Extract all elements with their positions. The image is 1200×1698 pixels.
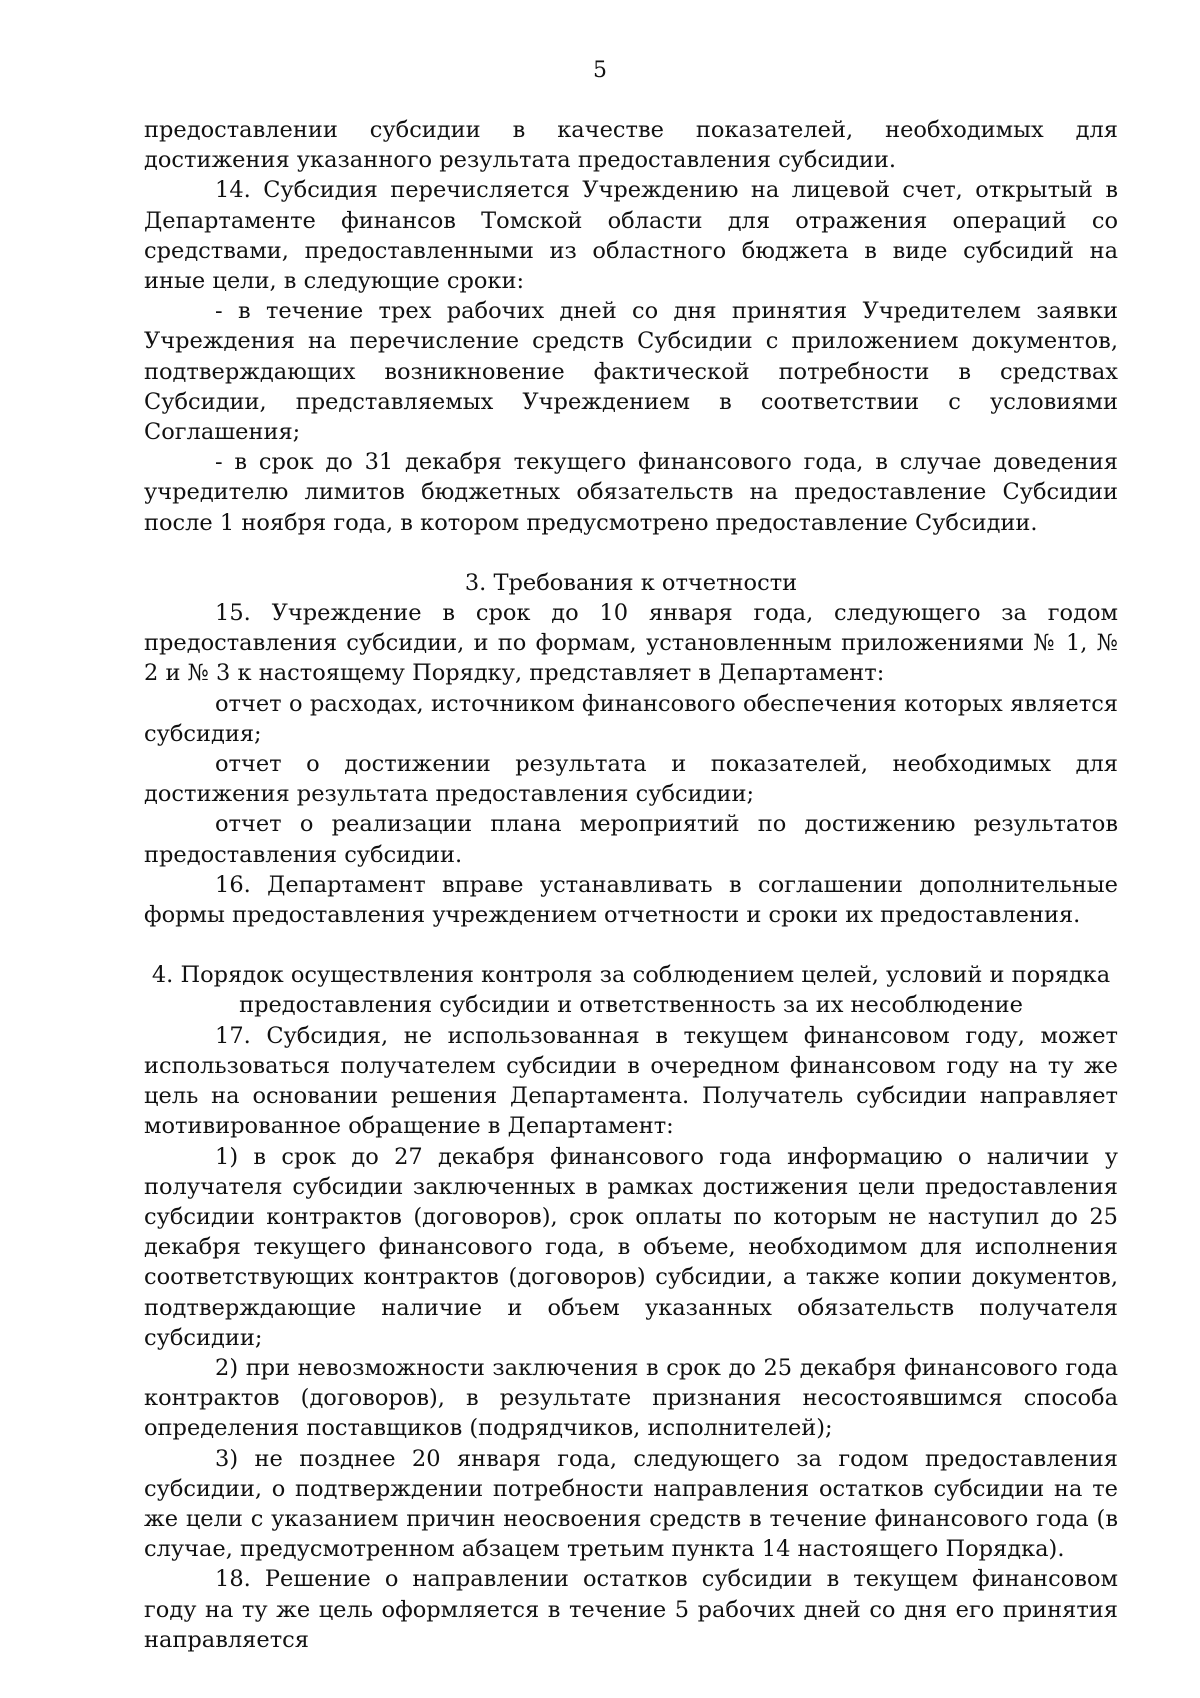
paragraph-15: 15. Учреждение в срок до 10 января года, следующего за годом предоставления субсидии, и по формам, установленным приложениями № 1, № 2 и № 3 к настоящему Порядку, представляет в Департамент: [144,600,1118,687]
paragraph-16: 16. Департамент вправе устанавливать в соглашении дополнительные формы предоставления учреждением отчетности и сроки их предоставления. [144,871,1118,929]
document-body [144,115,1118,1655]
paragraph-14-item-2: - в срок до 31 декабря текущего финансового года, в случае доведения учредителю лимитов бюджетных обязательств на предоставление Субсидии после 1 ноября года, в котором предусмотрено предоставление Субсидии. [144,449,1118,536]
paragraph-15-item-1: отчет о расходах, источником финансового обеспечения которых является субсидия; [144,690,1118,747]
paragraph-17-item-1: 1) в срок до 27 декабря финансового года информацию о наличии у получателя субсидии заключенных в рамках достижения цели предоставления субсидии контрактов (договоров), срок оплаты по которым не наступил до 25 декабря текущего финансового года, в объеме, необходимом для исполнения соответствующих контрактов (договоров) субсидии, а также копии документов, подтверждающие наличие и объем указанных обязательств получателя субсидии; [144,1143,1118,1351]
paragraph-18: 18. Решение о направлении остатков субсидии в текущем финансовом году на ту же цель оформляется в течение 5 рабочих дней со дня его принятия направляется [144,1566,1118,1653]
paragraph-continuation: предоставлении субсидии в качестве показателей, необходимых для достижения указанного результата предоставления субсидии. [144,117,1118,174]
paragraph-15-item-2: отчет о достижении результата и показателей, необходимых для достижения результата предоставления субсидии; [144,751,1118,808]
page-number: 5 [593,58,607,83]
paragraph-17: 17. Субсидия, не использованная в текущем финансовом году, может использоваться получателем субсидии в очередном финансовом году на ту же цель на основании решения Департамента. Получатель субсидии направляет мотивированное обращение в Департамент: [144,1022,1118,1140]
section-3-heading: 3. Требования к отчетности [464,569,798,596]
spacer [144,930,1118,960]
paragraph-15-item-3: отчет о реализации плана мероприятий по достижению результатов предоставления субсидии. [144,811,1118,868]
spacer [144,538,1118,568]
paragraph-14: 14. Субсидия перечисляется Учреждению на лицевой счет, открытый в Департаменте финансов Томской области для отражения операций со средствами, предоставленными из областного бюджета в виде субсидий на иные цели, в следующие сроки: [144,177,1118,295]
paragraph-14-item-1: - в течение трех рабочих дней со дня принятия Учредителем заявки Учреждения на перечисление средств Субсидии с приложением документов, подтверждающих возникновение фактической потребности в средствах Субсидии, представляемых Учреждением в соответствии с условиями Соглашения; [144,298,1118,446]
section-4-heading-line-1: 4. Порядок осуществления контроля за соблюдением целей, условий и порядка [151,962,1111,989]
paragraph-17-item-3: 3) не позднее 20 января года, следующего за годом предоставления субсидии, о подтверждении потребности направления остатков субсидии на те же цели с указанием причин неосвоения средств в течение финансового года (в случае, предусмотренном абзацем третьим пункта 14 настоящего Порядка). [144,1445,1118,1563]
section-4-heading-line-2: предоставления субсидии и ответственность за их несоблюдение [239,992,1023,1019]
paragraph-17-item-2: 2) при невозможности заключения в срок до 25 декабря финансового года контрактов (договоров), в результате признания несостоявшимся способа определения поставщиков (подрядчиков, исполнителей); [144,1354,1118,1442]
